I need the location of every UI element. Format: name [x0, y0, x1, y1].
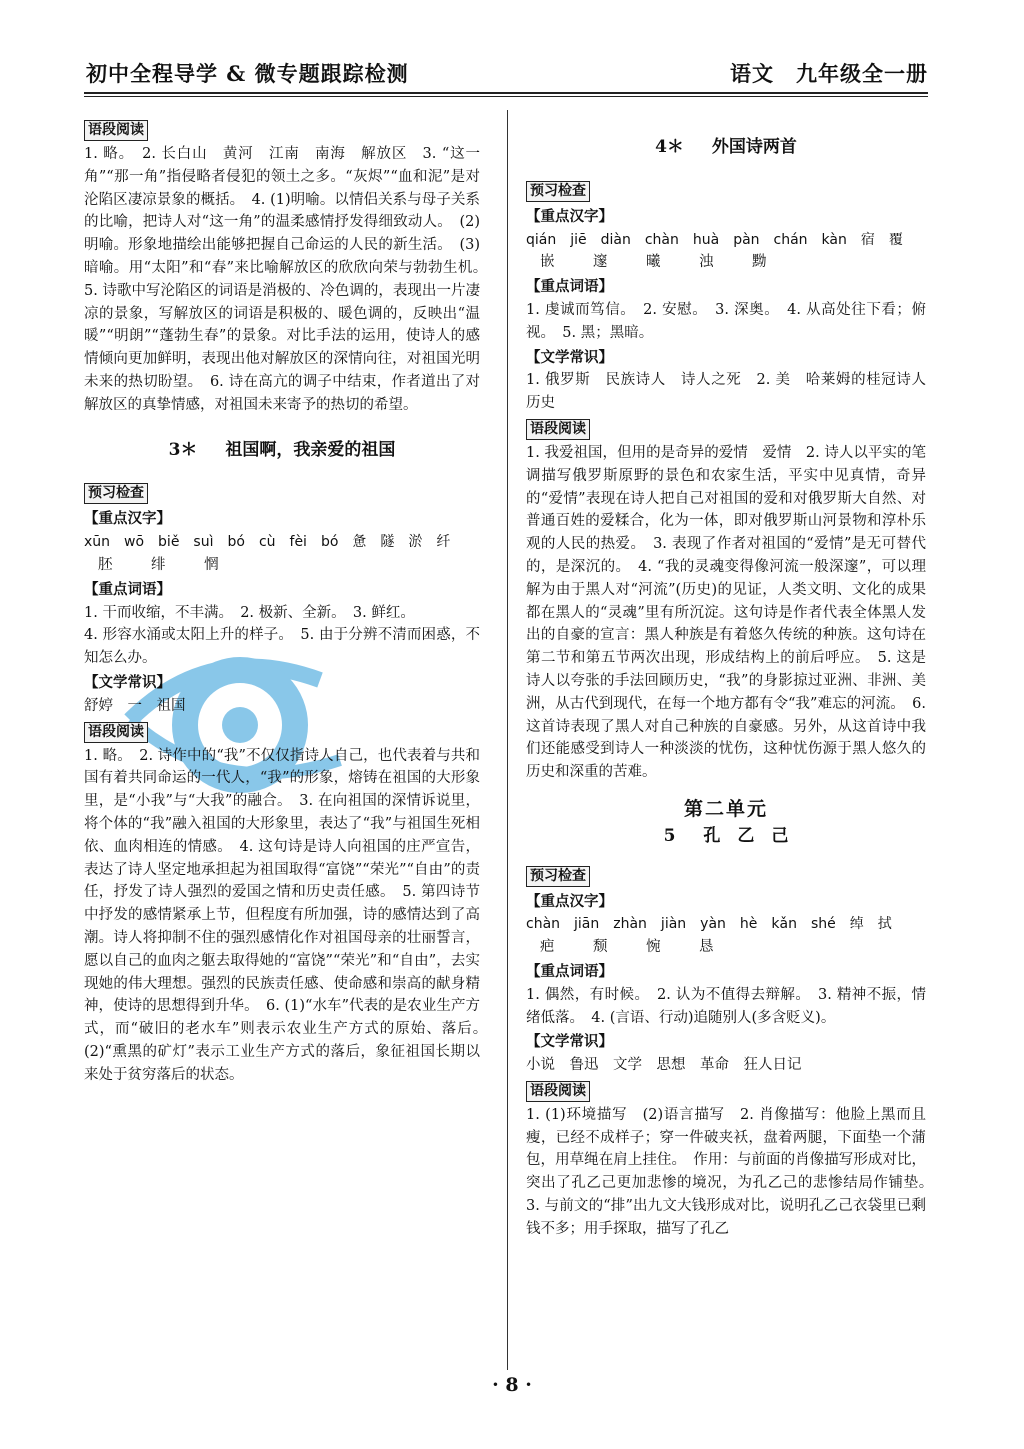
answer-line: 4. 形容水涌或太阳上升的样子。 5. 由于分辨不清而困惑，不知怎么办。 [84, 627, 480, 667]
subsection-label: 【重点汉字】 [526, 207, 613, 225]
section-label: 预习检查 [526, 866, 590, 887]
section-label: 语段阅读 [526, 1081, 590, 1102]
subsection-label: 【重点汉字】 [526, 892, 613, 910]
lesson-number: 3＊ [168, 439, 198, 460]
book-title: 初中全程导学 & 微专题跟踪检测 [86, 61, 409, 86]
column-divider [507, 110, 508, 1370]
section-label: 预习检查 [526, 181, 590, 202]
answer-line: 1. 偶然，有时候。 2. 认为不值得去辩解。 3. 精神不振，情绪低落。 4. (言语、行动)追随别人(多含贬义)。 [526, 986, 926, 1026]
hanzi-line: 疤 颓 惋 恳 [540, 939, 726, 956]
section-label: 语段阅读 [526, 419, 590, 440]
section-label: 语段阅读 [84, 120, 148, 141]
answer-line: 1. 俄罗斯 民族诗人 诗人之死 2. 美 哈莱姆的桂冠诗人 历史 [526, 372, 941, 412]
subject-grade: 语文 九年级全一册 [730, 61, 928, 86]
subsection-label: 【重点汉字】 [84, 510, 171, 528]
answer-paragraph: 1. 略。 2. 诗作中的“我”不仅仅指诗人自己，也代表着与共和国有着共同命运的一代人，“我”的形象，熔铸在祖国的大形象里，是“小我”与“大我”的融合。 3. 在向祖国的深情诉说里，将个体的“我”融入祖国的大形象里，表达了“我”与祖国生死相依、血肉相连的情感。 4. 这句诗是诗人向祖国的庄严宣告，表达了诗人坚定地承担起为祖国取得“富饶”“荣光”“自由”的责任，抒发了诗人强烈的爱国之情和历史责任感。 5. 第四诗节中抒发的感情紧承上节，但程度有所加强，诗的感情达到了高潮。诗人将抑制不住的强烈感情化作对祖国母亲的壮丽誓言，愿以自己的血肉之躯去取得她的“富饶”“荣光”和“自由”，去实现她的伟大理想。强烈的民族责任感、使命感和崇高的献身精神，使诗的思想得到升华。 6. (1)“水车”代表的是农业生产方式，而“破旧的老水车”则表示农业生产方式的原始、落后。 (2)“熏黑的矿灯”表示工业生产方式的落后，象征祖国长期以来处于贫穷落后的状态。 [84, 747, 495, 1083]
pinyin-line: xūn wō biě suì bó cù fèi bó 惫 隧 淤 纤 [84, 534, 451, 551]
lesson-title: 祖国啊，我亲爱的祖国 [225, 439, 396, 460]
lesson-number: 4＊ [655, 137, 684, 157]
answer-line: 1. 干而收缩，不丰满。 2. 极新、全新。 3. 鲜红。 [84, 604, 415, 621]
answer-paragraph: 1. 略。 2. 长白山 黄河 江南 南海 解放区 3. “这一角”“那一角”指侵略者侵犯的领土之多。“灰烬”“血和泥”是对沦陷区凄凉景象的概括。 4. (1)明喻。以情侣关系与母子关系的比喻，把诗人对“这一角”的温柔感情抒发得细致动人。 (2)明喻。形象地描绘出能够把握自己命运的人民的新生活。 (3)暗喻。用“太阳”和“春”来比喻解放区的欣欣向荣与勃勃生机。 5. 诗歌中写沦陷区的词语是消极的、冷色调的，表现出一片凄凉的景象，写解放区的词语是积极的、暖色调的，反映出“温暖”“明朗”“蓬勃生春”的景象。对比手法的运用，使诗人的感情倾向更加鲜明，表现出他对解放区的深情向往，对祖国光明未来的热切盼望。 6. 诗在高亢的调子中结束，作者道出了对解放区的真挚情感，对祖国未来寄予的热切的希望。 [84, 146, 495, 413]
header-rule [84, 92, 928, 94]
page-number: · 8 · [492, 1374, 532, 1396]
header-rule-thin [84, 96, 928, 97]
hanzi-line: 胚 绯 惘 [98, 556, 231, 573]
lesson-title: 外国诗两首 [711, 137, 797, 157]
right-column [526, 116, 941, 1241]
subsection-label: 【文学常识】 [526, 1033, 613, 1051]
page-header [72, 58, 928, 94]
lesson-heading [526, 825, 926, 848]
subsection-label: 【文学常识】 [526, 348, 613, 366]
pinyin-line: qián jiē diàn chàn huà pàn chán kàn 宿 覆 [526, 231, 903, 248]
section-label: 语段阅读 [84, 722, 148, 743]
subsection-label: 【文学常识】 [84, 673, 171, 691]
pinyin-line: chàn jiān zhàn jiàn yàn hè kǎn shé 绰 拭 [526, 916, 892, 933]
lesson-heading [84, 439, 480, 462]
subsection-label: 【重点词语】 [526, 278, 613, 296]
answer-line: 小说 鲁迅 文学 思想 革命 狂人日记 [526, 1057, 802, 1074]
unit-title: 第二单元 [683, 797, 768, 820]
answer-line: 舒婷 一 祖国 [84, 697, 186, 714]
lesson-heading [526, 136, 926, 159]
lesson-title: 孔 乙 己 [703, 825, 789, 846]
answer-line: 1. 虔诚而笃信。 2. 安慰。 3. 深奥。 4. 从高处往下看；俯视。 5. 黑；黑暗。 [526, 301, 926, 341]
answer-paragraph: 1. (1)环境描写 (2)语言描写 2. 肖像描写：他脸上黑而且瘦，已经不成样子；穿一件破夹袄，盘着两腿，下面垫一个蒲包，用草绳在肩上挂住。 作用：与前面的肖像描写形成对比，突出了孔乙己更加悲惨的境况，为孔乙己的悲惨结局作铺垫。 3. 与前文的“排”出九文大钱形成对比，说明孔乙己衣袋里已剩钱不多；用手探取，描写了孔乙 [526, 1106, 941, 1237]
subsection-label: 【重点词语】 [84, 580, 171, 598]
subsection-label: 【重点词语】 [526, 962, 613, 980]
lesson-number: 5 [663, 825, 676, 846]
answer-paragraph: 1. 我爱祖国，但用的是奇异的爱情 爱情 2. 诗人以平实的笔调描写俄罗斯原野的景色和农家生活，平实中见真情，奇异的“爱情”表现在诗人把自己对祖国的爱和对俄罗斯大自然、对普通百姓的爱糅合，化为一体，即对俄罗斯山河景物和淳朴乐观的人民的热爱。 3. 表现了作者对祖国的“爱情”是无可替代的，是深沉的。 4. “我的灵魂变得像河流一般深邃”，可以理解为由于黑人对“河流”(历史)的见证，人类文明、文化的成果都在黑人的“灵魂”里有所沉淀。这句诗是作者代表全体黑人发出的自豪的宣言：黑人种族是有着悠久传统的种族。这句诗在第二节和第五节两次出现，形成结构上的前后呼应。 5. 这是诗人以夸张的手法回顾历史，“我”的身影掠过亚洲、非洲、美洲，从古代到现代，在每一个地方都有令“我”难忘的河流。 6. 这首诗表现了黑人对自己种族的自豪感。另外，从这首诗中我们还能感受到诗人一种淡淡的忧伤，这种忧伤源于黑人悠久的历史和深重的苦难。 [526, 444, 926, 781]
hanzi-line: 嵌 邃 曦 浊 黝 [540, 254, 779, 271]
section-label: 预习检查 [84, 483, 148, 504]
left-column [84, 116, 495, 1086]
